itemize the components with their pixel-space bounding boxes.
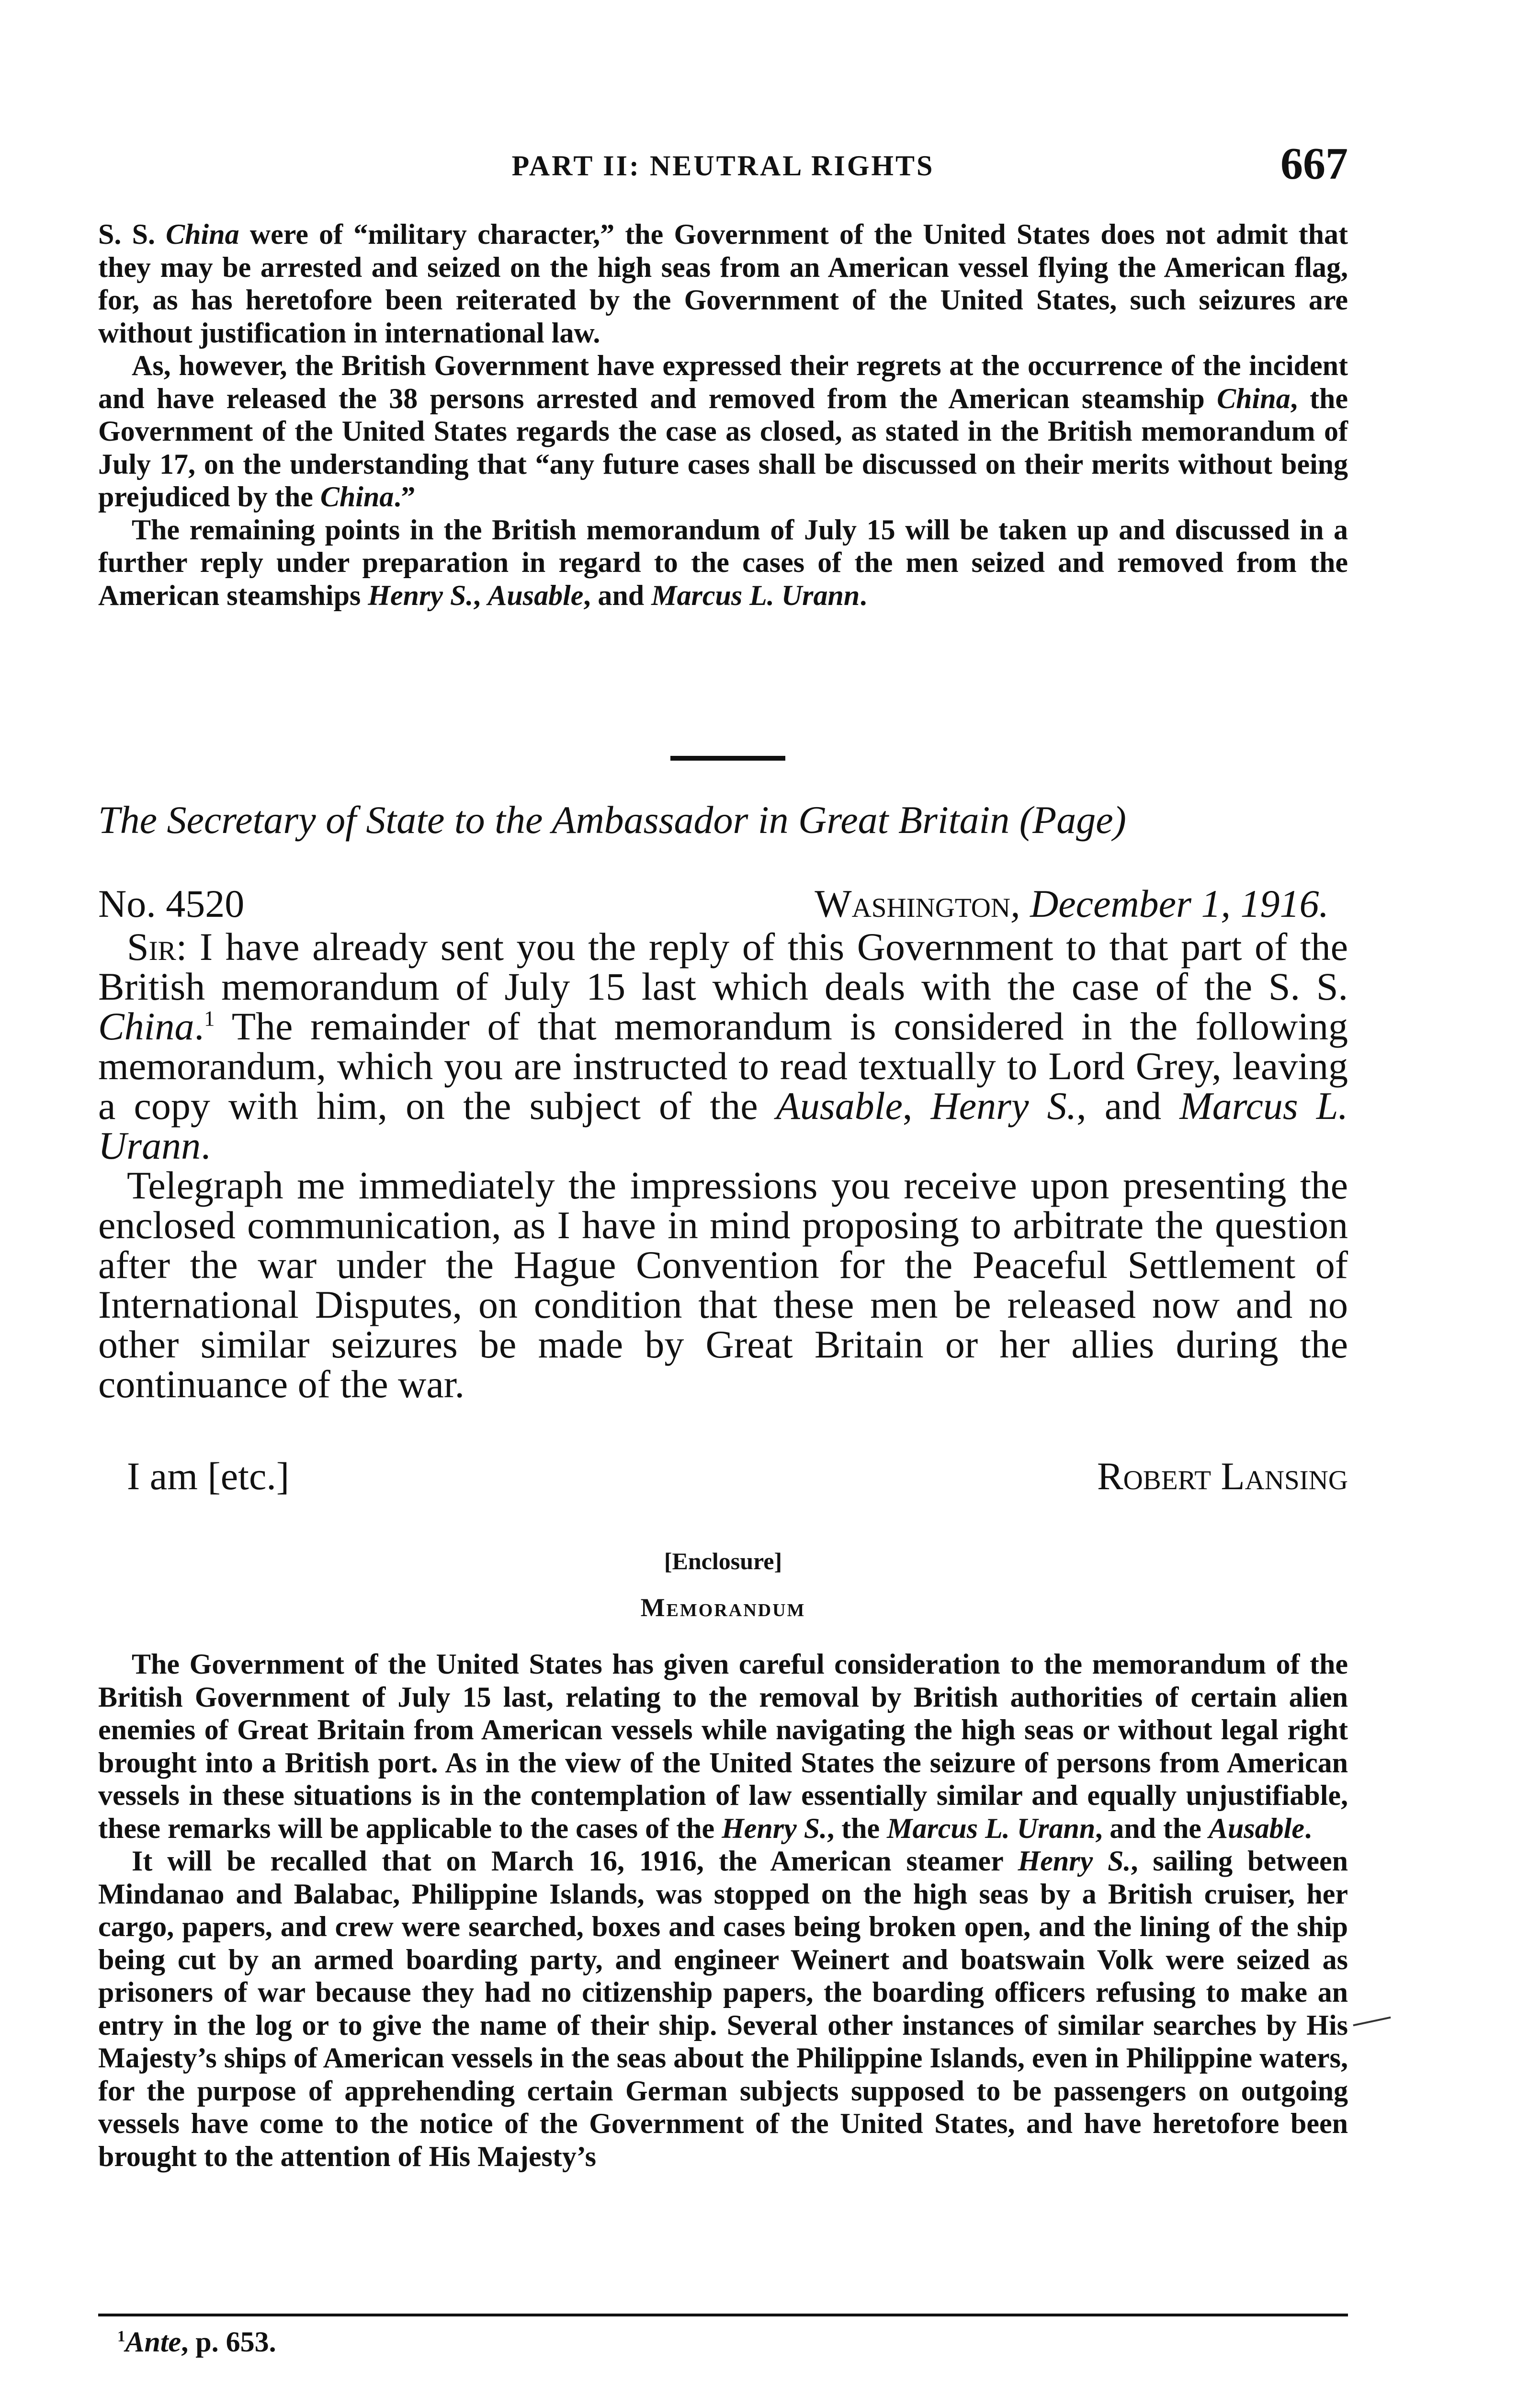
ship-name: China [98,1004,194,1048]
enclosure-label: [Enclosure] [664,1548,782,1574]
document-heading: The Secretary of State to the Ambassador in Great Britain (Page) [98,798,1126,842]
ship-name: Marcus L. Urann [887,1812,1096,1844]
text-run: , sailing between Mindanao and Balabac, Philippine Islands, was stopped on the high seas by a British cruiser, her cargo, papers, and crew were searched, boxes and cases being broken open, and the lining of the ship being cut by an armed boarding party, and engineer Weinert and boatswain Volk were seized as prisoners of war because they had no citizenship papers, the boarding officers refusing to make an entry in the log or to give the name of their ship. Several other instances of similar searches by His Majesty’s ships of American vessels in the seas about the Philippine Islands, even in Philippine waters, for the purpose of apprehending certain German subjects supposed to be passengers on outgoing vessels have come to the notice of the Government of the United States, and have heretofore been brought to the attention of His Majesty’s [98,1845,1348,2172]
ship-name: China [166,218,239,250]
running-header [98,138,1348,191]
document-number: No. 4520 [98,882,245,925]
ship-name: Henry S. [930,1084,1077,1128]
date: , December 1, 1916. [1010,882,1329,925]
signature: Robert Lansing [1097,1454,1348,1498]
paragraph [98,1845,1348,2173]
text-run: , and [1076,1084,1180,1128]
memorandum-body [98,1648,1348,2173]
text-run: . [201,1124,211,1167]
paragraph [98,218,1348,349]
continued-text-block [98,218,1348,612]
text-run: were of “military character,” the Government of the United States does not admit that they may be arrested and seized on the high seas from an American vessel flying the American flag, for, as has heretofore been reiterated by the Government of the United States, such seizures are without justification in international law. [98,218,1348,349]
text-run: The Government of the United States has given careful consideration to the memorandum of the British Government of July 15 last, relating to the removal by British authorities of certain alien enemies of Great Britain from American vessels while navigating the high seas or without legal right brought into a British port. As in the view of the United States the seizure of persons from American vessels in these situations is in the contemplation of law essentially similar and equally unjustifiable, these remarks will be applicable to the cases of the [98,1648,1348,1844]
running-title: PART II: NEUTRAL RIGHTS [511,150,935,182]
ship-name: Ausable [776,1084,903,1128]
paragraph [98,1648,1348,1845]
ship-name: Henry S. [1018,1845,1131,1877]
footnote-text: , p. 653. [181,2326,276,2358]
text-run: . [860,579,867,611]
text-run: . [1304,1812,1312,1844]
salutation: Sir [127,925,176,969]
text-run: It will be recalled that on March 16, 1916, the American steamer [132,1845,1018,1877]
text-run: The remaining points in the British memorandum of July 15 will be taken up and discussed in a further reply under preparation in regard to the cases of the men seized and removed from the American steamships [98,513,1348,611]
text-run: .” [394,481,416,513]
place: Washington [815,882,1011,925]
footnote-ref[interactable]: 1 [204,1006,215,1031]
ship-name: China [1217,382,1291,414]
text-run: , the Government of the United States regards the case as closed, as stated in the British memorandum of July 17, on the understanding that “any future cases shall be discussed on their merits without being prejudiced by the [98,382,1348,513]
footnote-mark: 1 [117,2328,125,2345]
section-divider [670,756,785,761]
text-run: S. S. [98,218,166,250]
dateline [98,881,1348,924]
paragraph [98,513,1348,612]
text-run: , [473,579,488,611]
complimentary-close: I am [etc.] [127,1454,290,1498]
paragraph: Telegraph me immediately the impressions you receive upon presenting the enclosed communication, as I have in mind proposing to arbitrate the question after the war under the Hague Convention for the Peaceful Settlement of International Disputes, on condition that these men be released now and no other similar seizures be made by Great Britain or her allies during the continuance of the war. [98,1163,1348,1406]
text-run: The remainder of that memorandum is considered in the following memorandum, which you are instructed to read textually to Lord Grey, leaving a copy with him, on the subject of the [98,1004,1348,1128]
letter-closing [98,1454,1348,1497]
footnote [117,2326,276,2359]
place-date [815,881,1329,926]
text-run: , and the [1095,1812,1209,1844]
memorandum-title: Memorandum [640,1593,806,1622]
ship-name: Marcus L. Urann [98,1084,1348,1167]
letter-body [98,927,1348,1404]
footnote-ante: Ante [125,2326,181,2358]
paragraph [98,349,1348,513]
ship-name: Marcus L. Urann [651,579,860,611]
ship-name: Henry S. [368,579,474,611]
ship-name: China [320,481,394,513]
text-run: As, however, the British Government have expressed their regrets at the occurrence of the incident and have released the 38 persons arrested and removed from the American steamship [98,350,1348,414]
text-run: , the [827,1812,887,1844]
paragraph [98,927,1348,1165]
text-run: , [902,1084,931,1128]
ship-name: Henry S. [722,1812,827,1844]
text-run: . [194,1004,204,1048]
page-number: 667 [1280,139,1348,189]
ship-name: Ausable [487,579,584,611]
text-run: : I have already sent you the reply of this Government to that part of the British memorandum of July 15 last which deals with the case of the S. S. [98,925,1348,1008]
ship-name: Ausable [1208,1812,1304,1844]
margin-mark [1353,2017,1391,2027]
text-run: , and [583,579,652,611]
footnote-rule [98,2314,1348,2316]
